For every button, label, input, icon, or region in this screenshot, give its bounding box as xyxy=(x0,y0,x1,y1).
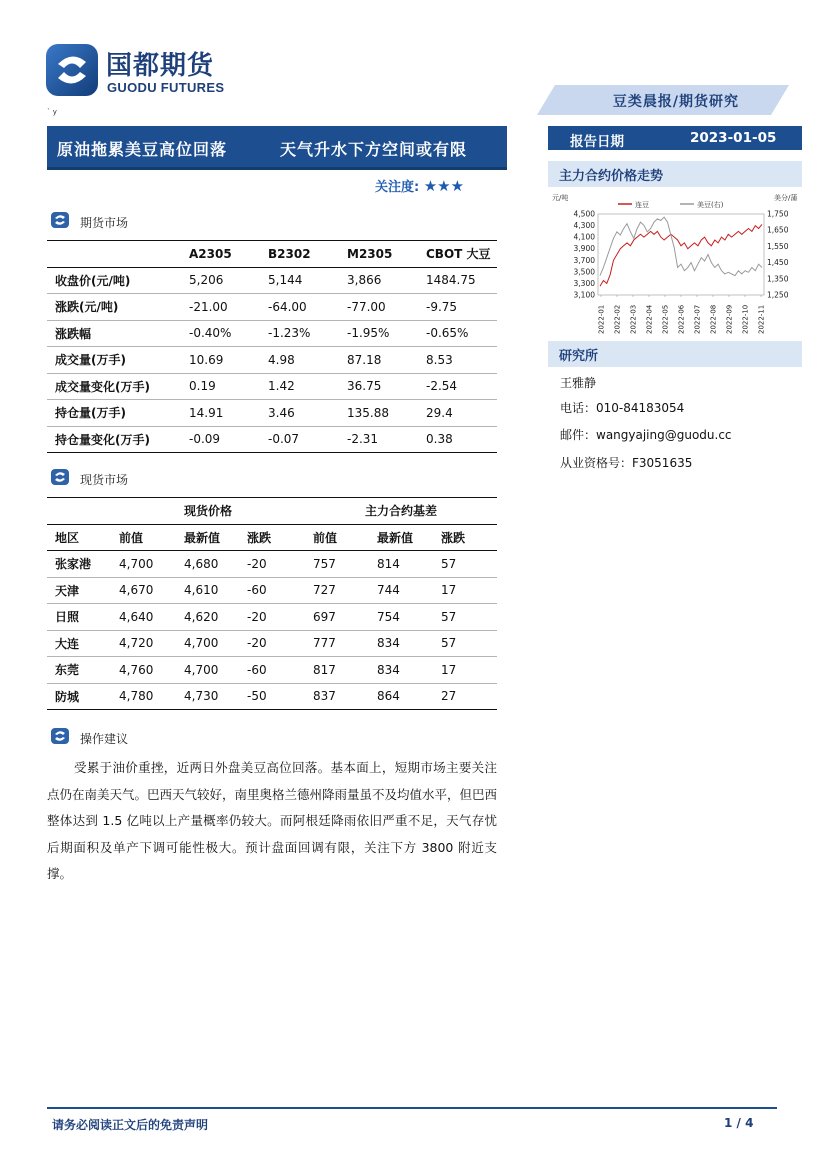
table-cell: 814 xyxy=(369,551,433,578)
attention-rating xyxy=(375,176,464,195)
row-label: 张家港 xyxy=(47,551,111,578)
table-cell: -2.54 xyxy=(418,373,497,400)
table-cell: 4,670 xyxy=(111,577,176,604)
table-cell: -0.09 xyxy=(181,426,260,453)
table-cell: 837 xyxy=(305,683,369,710)
table-cell: 57 xyxy=(433,604,497,631)
table-row xyxy=(47,630,497,657)
table-cell: 4,720 xyxy=(111,630,176,657)
row-label: 涨跌幅 xyxy=(47,320,181,347)
table-row xyxy=(47,400,497,427)
table-header-cell: B2302 xyxy=(260,241,339,268)
table-cell: -64.00 xyxy=(260,294,339,321)
table-cell: 135.88 xyxy=(339,400,418,427)
table-header-cell: 地区 xyxy=(47,524,111,551)
table-cell: 4,700 xyxy=(176,630,239,657)
table-cell: 4,700 xyxy=(176,657,239,684)
analyst-name: 王雅静 xyxy=(560,376,597,390)
x-tick-label: 2022-06 xyxy=(677,304,686,334)
left-tick-label: 3,300 xyxy=(573,278,595,288)
advice-paragraph: 受累于油价重挫，近两日外盘美豆高位回落。基本面上，短期市场主要关注点仍在南美天气。巴西天气较好，南里奥格兰德州降雨量虽不及均值水平，但巴西整体达到 1.5 亿吨以上产量概率仍较大。而阿根廷降雨依旧严重不足，天气存忧后期面积及单产下调可能性极大。预计盘面回调有限，关注下方 3800 附近支撑。 xyxy=(47,760,498,881)
table-cell: -60 xyxy=(239,657,305,684)
logo-icon xyxy=(44,42,100,98)
table-row xyxy=(47,426,497,453)
row-label: 成交量(万手) xyxy=(47,347,181,374)
table-row xyxy=(47,373,497,400)
table-header-cell: A2305 xyxy=(181,241,260,268)
table-cell: -60 xyxy=(239,577,305,604)
table-cell: 754 xyxy=(369,604,433,631)
advice-section-header xyxy=(50,726,250,748)
headline-left: 原油拖累美豆高位回落 xyxy=(57,140,228,159)
chart-title-bar xyxy=(548,161,802,187)
report-date-bar xyxy=(548,126,802,150)
table-cell: 4,700 xyxy=(111,551,176,578)
right-tick-label: 1,450 xyxy=(767,258,789,268)
left-tick-label: 4,100 xyxy=(573,232,595,242)
table-row xyxy=(47,683,497,710)
company-logo xyxy=(44,42,244,98)
row-label: 东莞 xyxy=(47,657,111,684)
table-cell: 87.18 xyxy=(339,347,418,374)
row-label: 持仓量(万手) xyxy=(47,400,181,427)
x-tick-label: 2022-08 xyxy=(709,304,718,334)
row-label: 防城 xyxy=(47,683,111,710)
group-header-basis: 主力合约基差 xyxy=(305,498,497,525)
report-type: 豆类晨报/期货研究 xyxy=(612,94,739,110)
right-tick-label: 1,650 xyxy=(767,225,789,235)
x-tick-label: 2022-09 xyxy=(725,304,734,334)
table-row xyxy=(47,294,497,321)
spot-section-label: 现货市场 xyxy=(80,473,129,487)
x-tick-label: 2022-07 xyxy=(693,304,702,334)
report-date-value: 2023-01-05 xyxy=(690,130,777,146)
section-logo-icon xyxy=(50,212,72,228)
analyst-email[interactable]: 邮件：wangyajing@guodu.cc xyxy=(560,428,732,442)
table-cell: -50 xyxy=(239,683,305,710)
table-cell: -0.07 xyxy=(260,426,339,453)
table-cell: 0.38 xyxy=(418,426,497,453)
table-row xyxy=(47,551,497,578)
table-row xyxy=(47,320,497,347)
analyst-license: 从业资格号：F3051635 xyxy=(560,456,693,470)
row-label: 成交量变化(万手) xyxy=(47,373,181,400)
table-cell: -1.23% xyxy=(260,320,339,347)
research-title-bar xyxy=(548,341,802,367)
table-cell: 697 xyxy=(305,604,369,631)
table-cell: 864 xyxy=(369,683,433,710)
spot-section-header xyxy=(50,467,250,489)
table-cell: -0.65% xyxy=(418,320,497,347)
table-cell: 17 xyxy=(433,577,497,604)
table-cell: -1.95% xyxy=(339,320,418,347)
table-cell: 727 xyxy=(305,577,369,604)
table-header-cell xyxy=(47,241,181,268)
table-cell: 817 xyxy=(305,657,369,684)
x-tick-label: 2022-11 xyxy=(757,304,766,334)
futures-section-header xyxy=(50,210,250,232)
table-cell: 834 xyxy=(369,630,433,657)
legend-label-dce: 连豆 xyxy=(635,201,649,209)
row-label: 收盘价(元/吨) xyxy=(47,267,181,294)
row-label: 天津 xyxy=(47,577,111,604)
table-cell: 0.19 xyxy=(181,373,260,400)
table-header-cell: 前值 xyxy=(111,524,176,551)
plot-frame xyxy=(598,214,764,295)
headline-right: 天气升水下方空间或有限 xyxy=(280,140,468,159)
section-logo-icon xyxy=(50,728,72,744)
table-header-cell: 涨跌 xyxy=(239,524,305,551)
footer-divider xyxy=(47,1107,777,1109)
table-cell: 3.46 xyxy=(260,400,339,427)
attention-label: 关注度: xyxy=(375,180,420,195)
table-cell: 1484.75 xyxy=(418,267,497,294)
table-cell: -0.40% xyxy=(181,320,260,347)
price-trend-chart xyxy=(548,190,804,338)
right-tick-label: 1,750 xyxy=(767,209,789,219)
table-cell: -20 xyxy=(239,551,305,578)
star-rating-icon: ★★★ xyxy=(423,177,465,195)
spot-table-header xyxy=(47,524,497,551)
table-cell: -20 xyxy=(239,630,305,657)
table-cell: 36.75 xyxy=(339,373,418,400)
futures-table-header xyxy=(47,241,497,268)
table-header-cell xyxy=(47,498,111,525)
table-cell: 4,610 xyxy=(176,577,239,604)
table-cell: -9.75 xyxy=(418,294,497,321)
table-header-cell: 最新值 xyxy=(176,524,239,551)
table-header-cell: M2305 xyxy=(339,241,418,268)
series-line-dce-soybean xyxy=(600,224,762,286)
page-number: 1 / 4 xyxy=(724,1116,754,1130)
table-cell: -77.00 xyxy=(339,294,418,321)
table-header-cell: 最新值 xyxy=(369,524,433,551)
section-logo-icon xyxy=(50,469,72,485)
spot-table xyxy=(47,497,497,710)
table-cell: -20 xyxy=(239,604,305,631)
table-cell: 744 xyxy=(369,577,433,604)
research-title: 研究所 xyxy=(559,349,599,364)
table-cell: 4,640 xyxy=(111,604,176,631)
futures-table xyxy=(47,240,497,453)
table-cell: 3,866 xyxy=(339,267,418,294)
left-tick-label: 3,900 xyxy=(573,244,595,254)
title-banner xyxy=(47,126,507,170)
legend-label-cbot: 美豆(右) xyxy=(697,201,724,209)
futures-section-label: 期货市场 xyxy=(80,216,129,230)
table-row xyxy=(47,267,497,294)
table-cell: -2.31 xyxy=(339,426,418,453)
right-tick-label: 1,250 xyxy=(767,290,789,300)
table-cell: 4.98 xyxy=(260,347,339,374)
disclaimer-text: 请务必阅读正文后的免责声明 xyxy=(52,1118,209,1132)
table-row xyxy=(47,604,497,631)
row-label: 持仓量变化(万手) xyxy=(47,426,181,453)
row-label: 日照 xyxy=(47,604,111,631)
table-cell: 777 xyxy=(305,630,369,657)
spot-table-group-header xyxy=(47,498,497,525)
row-label: 涨跌(元/吨) xyxy=(47,294,181,321)
left-axis-unit: 元/吨 xyxy=(552,194,569,202)
table-row xyxy=(47,577,497,604)
small-mark: ` y xyxy=(47,108,57,116)
table-row xyxy=(47,657,497,684)
x-tick-label: 2022-03 xyxy=(629,304,638,334)
left-tick-label: 3,100 xyxy=(573,290,595,300)
table-cell: 4,730 xyxy=(176,683,239,710)
left-tick-label: 4,500 xyxy=(573,209,595,219)
table-cell: 27 xyxy=(433,683,497,710)
table-cell: 57 xyxy=(433,551,497,578)
table-cell: 757 xyxy=(305,551,369,578)
right-tick-label: 1,550 xyxy=(767,241,789,251)
table-cell: 834 xyxy=(369,657,433,684)
report-date-label: 报告日期 xyxy=(570,134,624,150)
row-label: 大连 xyxy=(47,630,111,657)
x-tick-label: 2022-10 xyxy=(741,304,750,334)
table-cell: 57 xyxy=(433,630,497,657)
table-cell: 4,780 xyxy=(111,683,176,710)
analyst-phone: 电话：010-84183054 xyxy=(560,401,685,415)
left-tick-label: 4,300 xyxy=(573,221,595,231)
logo-english-name: GUODU FUTURES xyxy=(107,80,225,95)
chart-title: 主力合约价格走势 xyxy=(559,169,664,184)
right-tick-label: 1,350 xyxy=(767,274,789,284)
table-cell: 8.53 xyxy=(418,347,497,374)
table-cell: -21.00 xyxy=(181,294,260,321)
table-cell: 14.91 xyxy=(181,400,260,427)
advice-section-label: 操作建议 xyxy=(80,732,129,746)
table-cell: 10.69 xyxy=(181,347,260,374)
x-tick-label: 2022-02 xyxy=(613,304,622,334)
table-header-cell: CBOT 大豆 xyxy=(418,241,497,268)
logo-chinese-name: 国都期货 xyxy=(106,51,215,81)
table-header-cell: 前值 xyxy=(305,524,369,551)
group-header-spot: 现货价格 xyxy=(111,498,305,525)
table-cell: 4,620 xyxy=(176,604,239,631)
x-tick-label: 2022-01 xyxy=(597,304,606,334)
left-tick-label: 3,700 xyxy=(573,255,595,265)
table-cell: 5,144 xyxy=(260,267,339,294)
left-tick-label: 3,500 xyxy=(573,267,595,277)
x-tick-label: 2022-05 xyxy=(661,304,670,334)
report-type-banner xyxy=(537,85,789,115)
table-cell: 29.4 xyxy=(418,400,497,427)
right-axis-unit: 美分/蒲 xyxy=(774,194,798,202)
table-cell: 4,760 xyxy=(111,657,176,684)
table-cell: 17 xyxy=(433,657,497,684)
table-row xyxy=(47,347,497,374)
table-cell: 1.42 xyxy=(260,373,339,400)
table-header-cell: 涨跌 xyxy=(433,524,497,551)
table-cell: 5,206 xyxy=(181,267,260,294)
table-cell: 4,680 xyxy=(176,551,239,578)
x-tick-label: 2022-04 xyxy=(645,304,654,334)
